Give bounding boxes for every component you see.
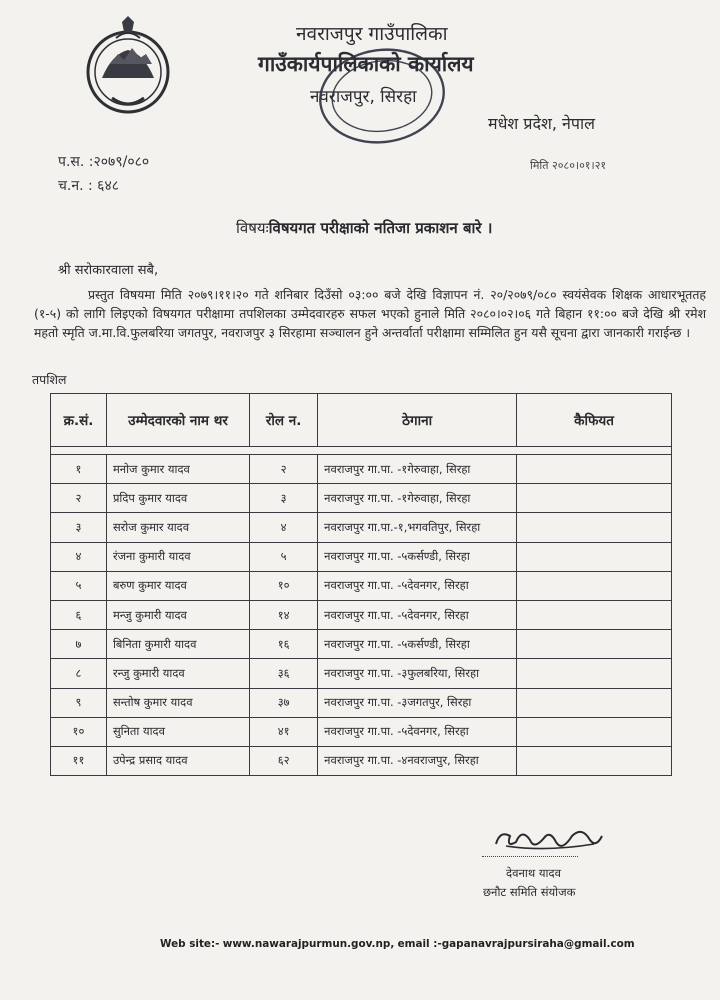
cell-serial: ११: [51, 746, 107, 775]
cell-name: बिनिता कुमारी यादव: [106, 630, 249, 659]
cell-serial: ९: [51, 688, 107, 717]
cell-address: नवराजपुर गा.पा. -१गेरुवाहा, सिरहा: [318, 455, 517, 484]
cell-remarks: [517, 688, 672, 717]
cell-name: सरोज कुमार यादव: [106, 513, 249, 542]
table-row: [51, 746, 672, 775]
cell-remarks: [517, 630, 672, 659]
municipality-name: नवराजपुर गाउँपालिका: [296, 23, 448, 45]
footer-email-label: email :-: [397, 938, 442, 950]
table-row: [51, 630, 672, 659]
cell-serial: ३: [51, 513, 107, 542]
table-row: [51, 542, 672, 571]
office-name: गाउँकार्यपालिकाको कार्यालय: [258, 52, 474, 76]
footer-email[interactable]: gapanavrajpursiraha@gmail.com: [441, 938, 635, 950]
nepal-emblem-logo: [82, 14, 174, 122]
footer-website-label: Web site:-: [160, 938, 220, 950]
header-name: उम्मेदवारको नाम थर: [106, 394, 249, 447]
cell-serial: १०: [51, 717, 107, 746]
cell-roll: १०: [250, 571, 318, 600]
cell-serial: ५: [51, 571, 107, 600]
cell-roll: ४: [250, 513, 318, 542]
cell-roll: ३: [250, 484, 318, 513]
footer: [160, 938, 635, 950]
cell-remarks: [517, 484, 672, 513]
signature-line: [482, 856, 578, 857]
cell-serial: ६: [51, 600, 107, 629]
cell-address: नवराजपुर गा.पा. -५कर्सण्डी, सिरहा: [318, 542, 517, 571]
cell-serial: २: [51, 484, 107, 513]
cell-address: नवराजपुर गा.पा.-१,भगवतिपुर, सिरहा: [318, 513, 517, 542]
tapsil-label: तपशिल: [32, 372, 67, 387]
cell-address: नवराजपुर गा.पा. -५देवनगर, सिरहा: [318, 717, 517, 746]
cell-serial: १: [51, 455, 107, 484]
cell-roll: ६२: [250, 746, 318, 775]
office-stamp: [300, 30, 465, 160]
cell-serial: ८: [51, 659, 107, 688]
signatory-name: देवनाथ यादव: [506, 866, 562, 880]
cell-remarks: [517, 659, 672, 688]
office-location: नवराजपुर, सिरहा: [310, 87, 417, 107]
notice-body: [34, 285, 706, 342]
reference-ps: प.स. :२०७९/०८०: [58, 154, 150, 170]
table-row: [51, 600, 672, 629]
results-table: [50, 393, 672, 776]
province-name: मधेश प्रदेश, नेपाल: [488, 114, 595, 133]
cell-address: नवराजपुर गा.पा. -५कर्सण्डी, सिरहा: [318, 630, 517, 659]
cell-address: नवराजपुर गा.पा. -३फुलबरिया, सिरहा: [318, 659, 517, 688]
signatory-role: छनौट समिति संयोजक: [483, 885, 576, 899]
cell-address: नवराजपुर गा.पा. -३जगतपुर, सिरहा: [318, 688, 517, 717]
cell-remarks: [517, 513, 672, 542]
notice-subject: [236, 218, 492, 238]
cell-remarks: [517, 717, 672, 746]
cell-roll: ५: [250, 542, 318, 571]
cell-name: मन्जु कुमारी यादव: [106, 600, 249, 629]
table-header-row: [51, 394, 672, 447]
reference-cn: च.न. : ६४८: [58, 178, 120, 194]
header-roll: रोल न.: [250, 394, 318, 447]
cell-remarks: [517, 746, 672, 775]
notice-body-text: प्रस्तुत विषयमा मिति २०७९।११।२० गते शनिबार दिउँसो ०३:०० बजे देखि विज्ञापन नं. २०/२०७९/०८० स्वयंसेवक शिक्षक आधारभूततह (१-५) को लागि लिइएको विषयगत परीक्षामा तपशिलका उम्मेदवारहरु सफल भएको हुनाले मिति २०८०।०२।०६ गते बिहान ११:०० बजे देखि श्री रमेश महतो स्मृति ज.मा.वि.फुलबरिया जगतपुर, नवराजपुर ३ सिरहामा सञ्चालन हुने अन्तर्वार्ता परीक्षामा सम्मिलित हुन यसै सूचना द्वारा जानकारी गराईन्छ ।: [34, 287, 706, 340]
notice-date: मिति २०८०।०१।२१: [530, 159, 607, 172]
cell-name: मनोज कुमार यादव: [106, 455, 249, 484]
cell-roll: ३६: [250, 659, 318, 688]
header-serial: क्र.सं.: [51, 394, 107, 447]
subject-title: विषयगत परीक्षाको नतिजा प्रकाशन बारे ।: [268, 219, 493, 237]
cell-roll: १६: [250, 630, 318, 659]
header-remarks: कैफियत: [517, 394, 672, 447]
cell-roll: ३७: [250, 688, 318, 717]
cell-remarks: [517, 455, 672, 484]
cell-address: नवराजपुर गा.पा. -५देवनगर, सिरहा: [318, 571, 517, 600]
table-row: [51, 484, 672, 513]
table-row: [51, 688, 672, 717]
cell-name: रन्जु कुमारी यादव: [106, 659, 249, 688]
cell-address: नवराजपुर गा.पा. -४नवराजपुर, सिरहा: [318, 746, 517, 775]
cell-address: नवराजपुर गा.पा. -५देवनगर, सिरहा: [318, 600, 517, 629]
table-row: [51, 659, 672, 688]
cell-serial: ७: [51, 630, 107, 659]
cell-name: प्रदिप कुमार यादव: [106, 484, 249, 513]
cell-address: नवराजपुर गा.पा. -१गेरुवाहा, सिरहा: [318, 484, 517, 513]
cell-name: सन्तोष कुमार यादव: [106, 688, 249, 717]
cell-name: बरुण कुमार यादव: [106, 571, 249, 600]
cell-remarks: [517, 571, 672, 600]
cell-roll: १४: [250, 600, 318, 629]
table-row: [51, 455, 672, 484]
footer-website[interactable]: www.nawarajpurmun.gov.np,: [222, 938, 395, 950]
header-address: ठेगाना: [318, 394, 517, 447]
cell-serial: ४: [51, 542, 107, 571]
table-row: [51, 513, 672, 542]
cell-name: रंजना कुमारी यादव: [106, 542, 249, 571]
cell-roll: २: [250, 455, 318, 484]
cell-remarks: [517, 600, 672, 629]
salutation: श्री सरोकारवाला सबै,: [58, 263, 159, 278]
table-row: [51, 717, 672, 746]
cell-roll: ४१: [250, 717, 318, 746]
table-row: [51, 571, 672, 600]
subject-lead: विषयः: [236, 219, 269, 237]
cell-remarks: [517, 542, 672, 571]
table-spacer: [51, 447, 672, 455]
cell-name: सुनिता यादव: [106, 717, 249, 746]
cell-name: उपेन्द्र प्रसाद यादव: [106, 746, 249, 775]
